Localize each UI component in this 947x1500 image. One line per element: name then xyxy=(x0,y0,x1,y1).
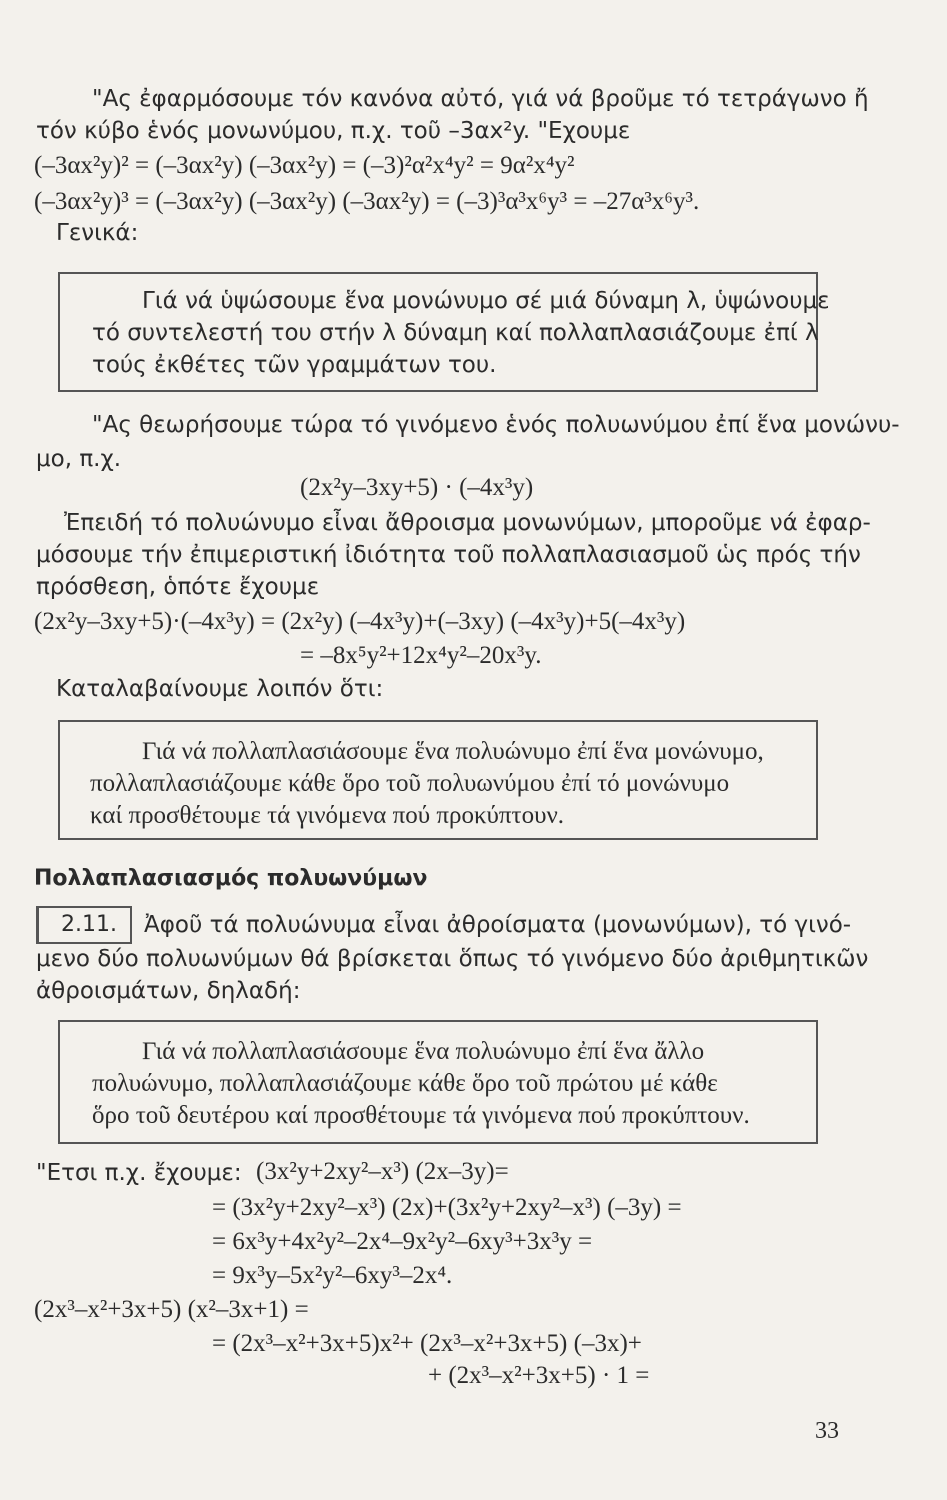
rule-box-line: πολλαπλασιάζουμε κάθε ὅρο τοῦ πολυωνύμου ἐπί τό μονώνυμο xyxy=(90,770,730,797)
example-equation-7: + (2x³–x²+3x+5) · 1 = xyxy=(428,1362,650,1389)
understand-label: Καταλαβαίνουμε λοιπόν ὅτι: xyxy=(56,676,384,702)
example-equation-1: (3x²y+2xy²–x³) (2x–3y)= xyxy=(256,1158,509,1185)
rule-box-monomial-power xyxy=(58,272,830,392)
poly-line-2a: μο, π.χ. xyxy=(36,446,122,472)
rule-box-poly-poly xyxy=(58,1020,818,1144)
rule-box-line: καί προσθέτουμε τά γινόμενα πού προκύπτουν. xyxy=(90,802,565,829)
rule-box-line: ὅρο τοῦ δευτέρου καί προσθέτουμε τά γινόμενα πού προκύπτουν. xyxy=(92,1102,750,1129)
poly-line-1: "Ας θεωρήσουμε τώρα τό γινόμενο ἑνός πολυωνύμου ἐπί ἕνα μονώνυ- xyxy=(92,412,900,438)
example-lead: "Ετσι π.χ. ἔχουμε: xyxy=(36,1160,242,1186)
rule-box-line: πολυώνυμο, πολλαπλασιάζουμε κάθε ὅρο τοῦ πρώτου μέ κάθε xyxy=(92,1070,718,1097)
section-line-3: ἀθροισμάτων, δηλαδή: xyxy=(36,978,301,1004)
section-line-1: Ἀφοῦ τά πολυώνυμα εἶναι ἀθροίσματα (μονωνύμων), τό γινό- xyxy=(144,912,852,938)
section-line-2: μενο δύο πολυωνύμων θά βρίσκεται ὅπως τό γινόμενο δύο ἀριθμητικῶν xyxy=(36,946,869,972)
poly-equation-1: (2x²y–3xy+5)·(–4x³y) = (2x²y) (–4x³y)+(–3xy) (–4x³y)+5(–4x³y) xyxy=(34,608,686,635)
rule-box-line: Γιά νά πολλαπλασιάσουμε ἕνα πολυώνυμο ἐπί ἕνα ἄλλο xyxy=(142,1038,705,1065)
page-number: 33 xyxy=(815,1418,839,1444)
intro-line-1: "Ας ἐφαρμόσουμε τόν κανόνα αὐτό, γιά νά βροῦμε τό τετράγωνο ἤ xyxy=(92,86,869,112)
poly-line-5: πρόσθεση, ὁπότε ἔχουμε xyxy=(36,574,320,600)
example-equation-6: = (2x³–x²+3x+5)x²+ (2x³–x²+3x+5) (–3x)+ xyxy=(212,1330,642,1357)
poly-equation-2: = –8x⁵y²+12x⁴y²–20x³y. xyxy=(300,642,542,669)
poly-line-4: μόσουμε τήν ἐπιμεριστική ἰδιότητα τοῦ πολλαπλασιασμοῦ ὡς πρός τήν xyxy=(36,542,861,568)
example-equation-4: = 9x³y–5x²y²–6xy³–2x⁴. xyxy=(212,1262,453,1289)
poly-line-3: Ἐπειδή τό πολυώνυμο εἶναι ἄθροισμα μονωνύμων, μποροῦμε νά ἐφαρ- xyxy=(64,510,871,536)
example-equation-5: (2x³–x²+3x+5) (x²–3x+1) = xyxy=(34,1296,309,1323)
poly-example-expression: (2x²y–3xy+5) · (–4x³y) xyxy=(300,474,534,501)
square-equation: (–3αx²y)² = (–3αx²y) (–3αx²y) = (–3)²α²x⁴y² = 9α²x⁴y² xyxy=(34,152,575,179)
section-number-box xyxy=(36,906,132,944)
section-number: 2.11. xyxy=(61,912,117,937)
rule-box-line: τό συντελεστή του στήν λ δύναμη καί πολλαπλασιάζουμε ἐπί λ xyxy=(92,320,819,346)
intro-line-2: τόν κύβο ἑνός μονωνύμου, π.χ. τοῦ –3αx²y. "Εχουμε xyxy=(36,118,631,144)
cube-equation: (–3αx²y)³ = (–3αx²y) (–3αx²y) (–3αx²y) = (–3)³α³x⁶y³ = –27α³x⁶y³. xyxy=(34,188,700,215)
example-equation-2: = (3x²y+2xy²–x³) (2x)+(3x²y+2xy²–x³) (–3y) = xyxy=(212,1194,682,1221)
rule-box-line: τούς ἐκθέτες τῶν γραμμάτων του. xyxy=(92,352,497,378)
example-equation-3: = 6x³y+4x²y²–2x⁴–9x²y²–6xy³+3x³y = xyxy=(212,1228,593,1255)
rule-box-line: Γιά νά ὑψώσουμε ἕνα μονώνυμο σέ μιά δύναμη λ, ὑψώνουμε xyxy=(142,288,830,314)
rule-box-line: Γιά νά πολλαπλασιάσουμε ἕνα πολυώνυμο ἐπί ἕνα μονώνυμο, xyxy=(142,738,764,765)
section-title: Πολλαπλασιασμός πολυωνύμων xyxy=(34,866,428,891)
general-label: Γενικά: xyxy=(56,220,139,246)
rule-box-poly-monomial xyxy=(58,720,818,840)
